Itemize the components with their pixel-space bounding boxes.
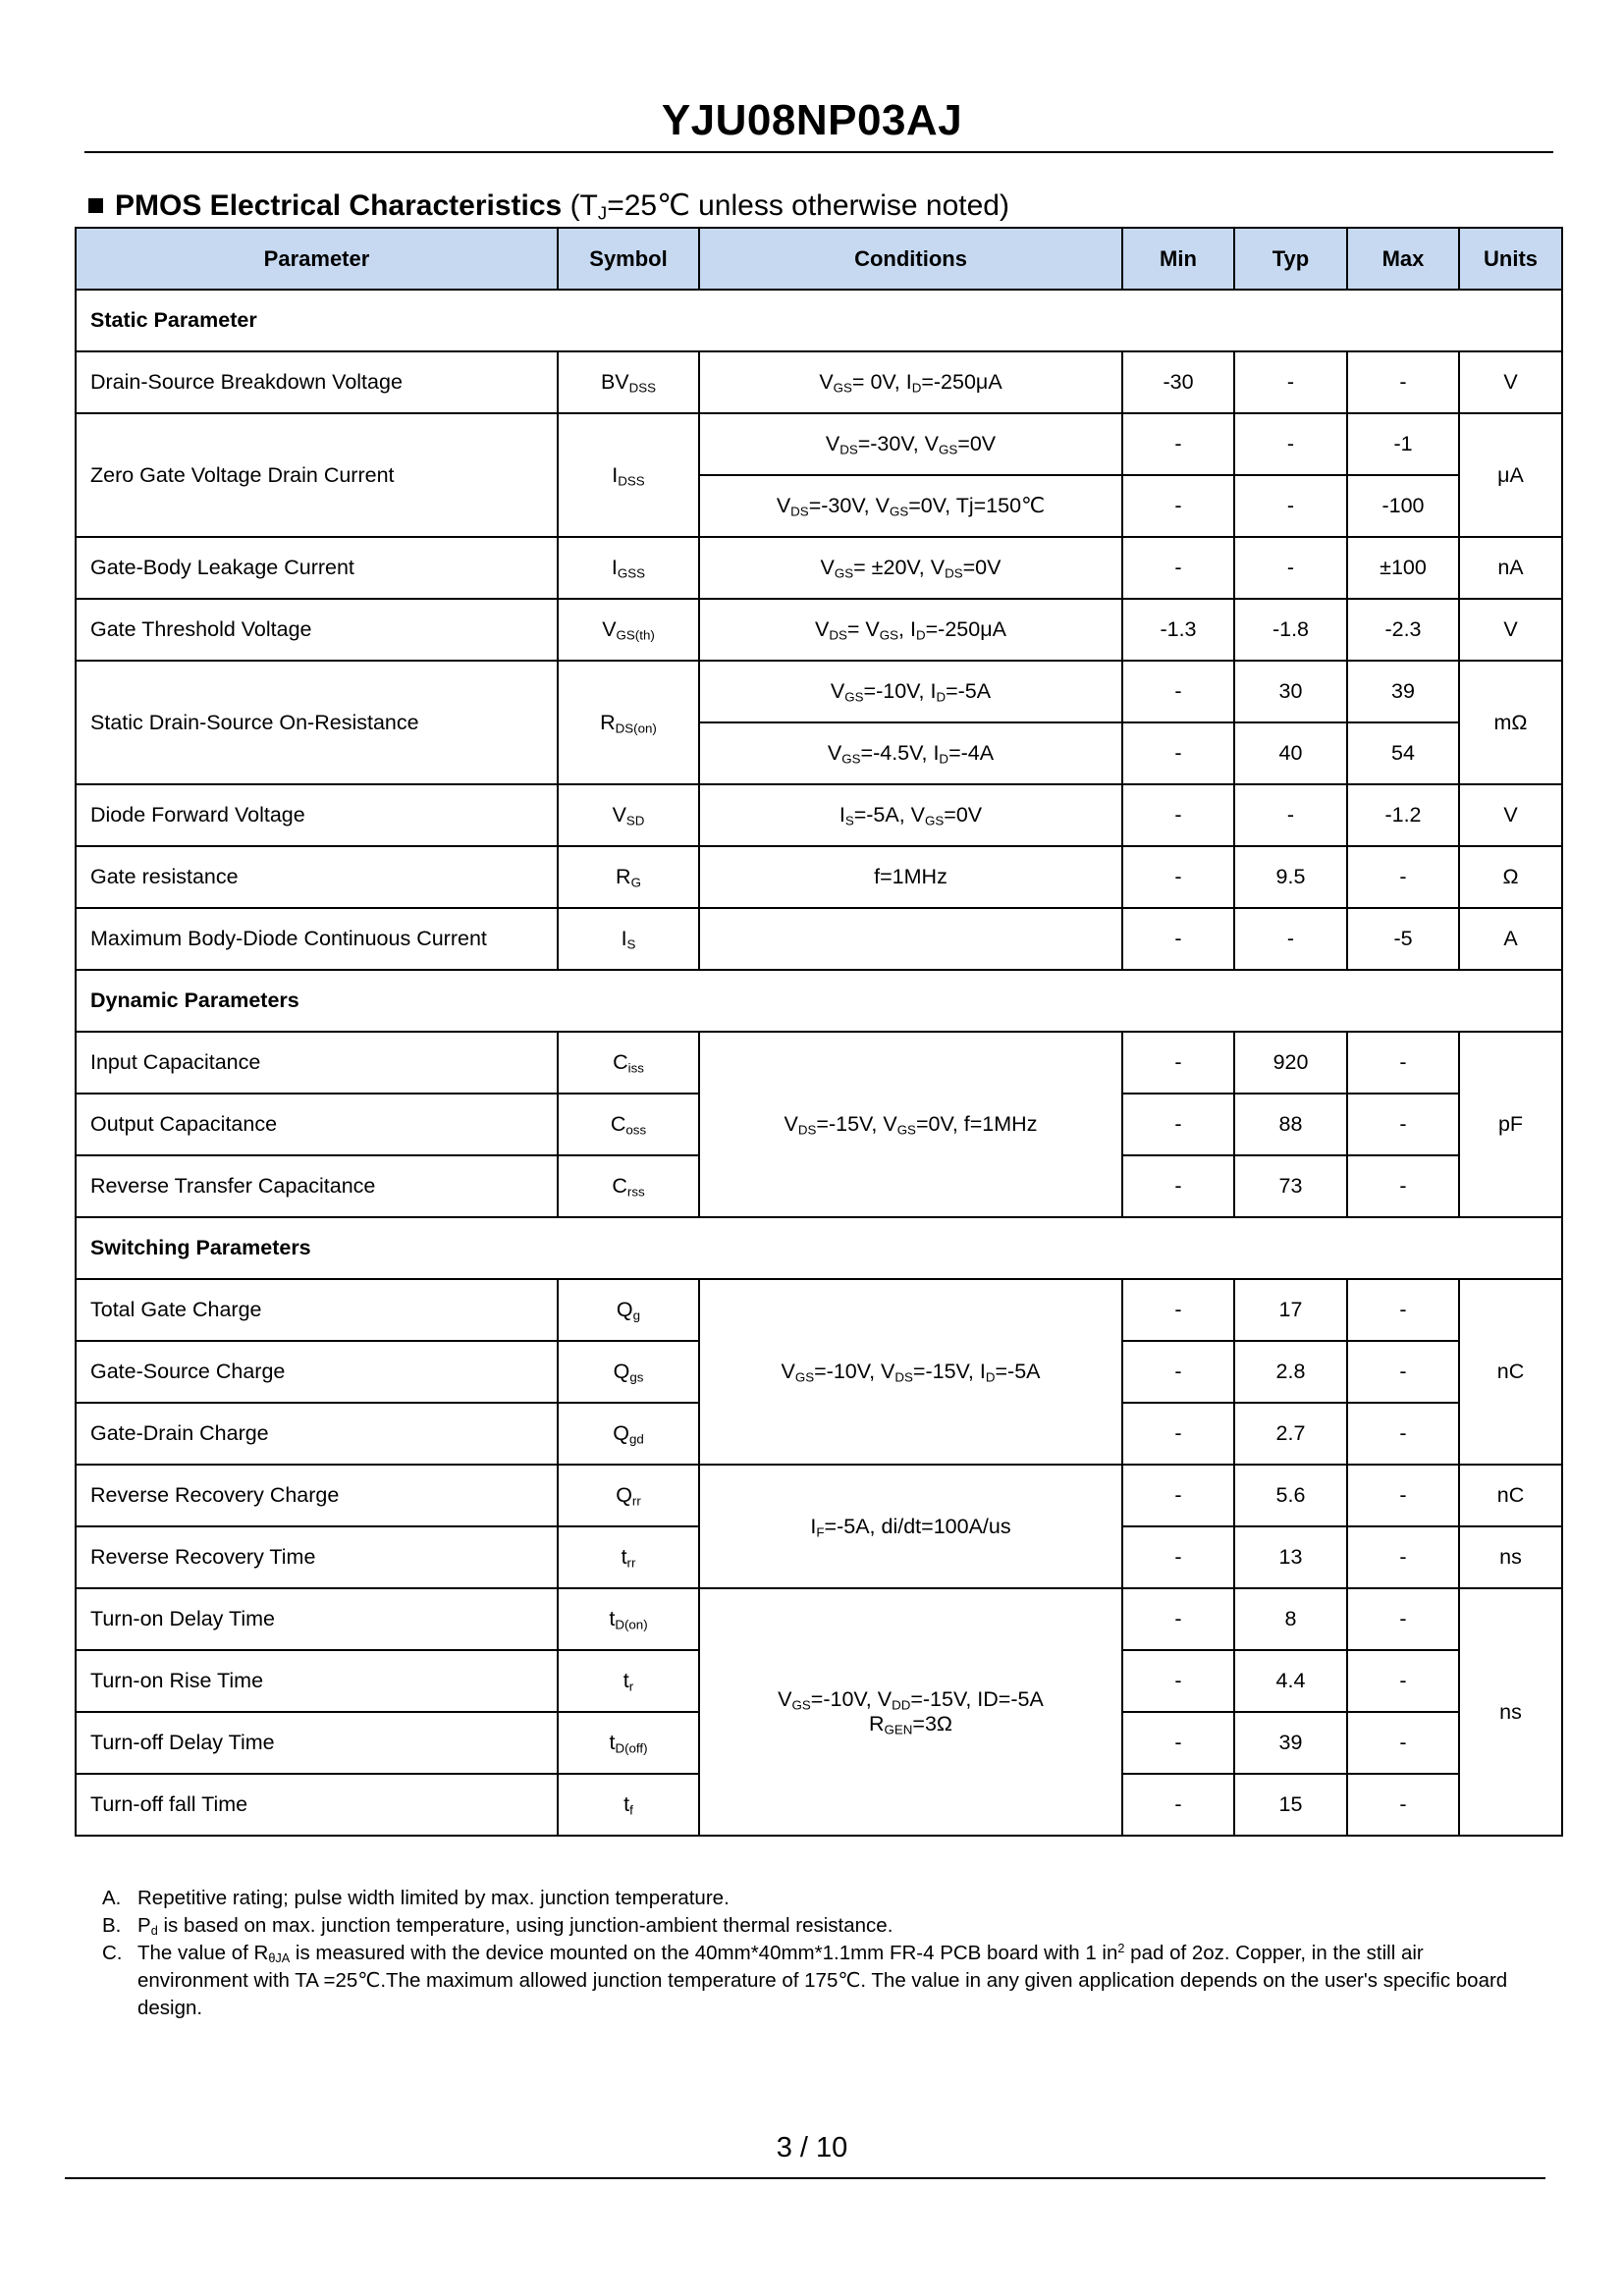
- symbol: $R_G$: [558, 846, 699, 908]
- symbol: $I_S$: [558, 908, 699, 970]
- table-row: Static Drain-Source On-Resistance $R_{DS(on)}$ $V_{GS}=-10V$, $I_D=-5A$ - 30 39 mΩ: [76, 661, 1562, 722]
- header-symbol: Symbol: [558, 228, 699, 290]
- section-condition: ($T_J=25℃$ unless otherwise noted): [569, 189, 1009, 224]
- table-row: Maximum Body-Diode Continuous Current $I_S$ - - -5 A: [76, 908, 1562, 970]
- symbol: $C_{iss}$: [558, 1032, 699, 1094]
- header-min: Min: [1122, 228, 1234, 290]
- footnote-b: B. $P_d$ is based on max. junction temperature, using junction-ambient thermal resistance.: [102, 1914, 893, 1939]
- header-typ: Typ: [1234, 228, 1347, 290]
- header-parameter: Parameter: [76, 228, 558, 290]
- table-row: Turn-off Delay Time $t_{D(off)}$ - 39 -: [76, 1712, 1562, 1774]
- table-row: Turn-on Rise Time $t_r$ - 4.4 -: [76, 1650, 1562, 1712]
- condition: $V_{GS}=-4.5V$, $I_D=-4A$: [699, 722, 1122, 784]
- footer-divider: [65, 2177, 1545, 2179]
- table-row: Drain-Source Breakdown Voltage $BV_{DSS}$ $V_{GS}= 0V$, $I_D=-250\mu A$ -30 - - V: [76, 351, 1562, 413]
- condition: $V_{GS}=-10V$, $I_D=-5A$: [699, 661, 1122, 722]
- section-heading: [88, 188, 1009, 223]
- table-row: $V_{GS}=-4.5V$, $I_D=-4A$ - 40 54: [76, 722, 1562, 784]
- table-row: Gate-Body Leakage Current $I_{GSS}$ $V_{GS}= \pm 20V$, $V_{DS}=0V$ - - ±100 nA: [76, 537, 1562, 599]
- symbol: $V_{GS(th)}$: [558, 599, 699, 661]
- condition: $V_{GS}=-10V$, $V_{DS}=-15V$, $I_D=-5A$: [699, 1279, 1122, 1465]
- symbol: $Q_{rr}$: [558, 1465, 699, 1526]
- square-bullet-icon: [88, 198, 103, 213]
- table-row: Reverse Recovery Time $t_{rr}$ - 13 - ns: [76, 1526, 1562, 1588]
- section-row: [76, 290, 1562, 351]
- table-row: $V_{DS}=-30V$, $V_{GS}=0V$, Tj=150℃ - - -100: [76, 475, 1562, 537]
- table-row: Reverse Recovery Charge $Q_{rr}$ $I_F=-5A$, di/dt=100A/us - 5.6 - nC: [76, 1465, 1562, 1526]
- section-row: [76, 970, 1562, 1032]
- table-row: Total Gate Charge $Q_g$ $V_{GS}=-10V$, $V_{DS}=-15V$, $I_D=-5A$ - 17 - nC: [76, 1279, 1562, 1341]
- table-row: Output Capacitance $C_{oss}$ - 88 -: [76, 1094, 1562, 1155]
- table-row: Turn-off fall Time $t_f$ - 15 -: [76, 1774, 1562, 1836]
- condition: $I_F=-5A$, di/dt=100A/us: [699, 1465, 1122, 1588]
- condition: f=1MHz: [699, 846, 1122, 908]
- condition: $V_{GS}=-10V$, $V_{DD}=-15V$, ID=-5A $R_{GEN}=3\Omega$: [699, 1588, 1122, 1836]
- table-header-row: [76, 228, 1562, 290]
- section-dynamic: Dynamic Parameters: [76, 970, 1562, 1032]
- table-row: Reverse Transfer Capacitance $C_{rss}$ - 73 -: [76, 1155, 1562, 1217]
- table-row: Gate Threshold Voltage $V_{GS(th)}$ $V_{DS}= V_{GS}$, $I_D=-250\mu A$ -1.3 -1.8 -2.3 V: [76, 599, 1562, 661]
- footnote-c: C. The value of $R_{\theta JA}$ is measured with the device mounted on the 40mm*40mm*1.1mm FR-4 PCB board with 1 $in^2$ pad of 2oz. Copper, in the still air environment with TA =25℃.The maximum allowed junction temperature of 175℃. The value in any given application depends on the user's specific board design.: [102, 1941, 1508, 2019]
- title-divider: [84, 151, 1553, 153]
- header-conditions: Conditions: [699, 228, 1122, 290]
- symbol: $Q_g$: [558, 1279, 699, 1341]
- table-row: Gate-Source Charge $Q_{gs}$ - 2.8 -: [76, 1341, 1562, 1403]
- document-title: YJU08NP03AJ: [661, 96, 963, 144]
- footnotes: [102, 1885, 1536, 2022]
- condition: $I_S=-5A$, $V_{GS}=0V$: [699, 784, 1122, 846]
- table-row: Gate-Drain Charge $Q_{gd}$ - 2.7 -: [76, 1403, 1562, 1465]
- symbol: $C_{rss}$: [558, 1155, 699, 1217]
- section-switching: Switching Parameters: [76, 1217, 1562, 1279]
- symbol: $I_{GSS}$: [558, 537, 699, 599]
- section-row: [76, 1217, 1562, 1279]
- symbol: $t_{rr}$: [558, 1526, 699, 1588]
- symbol: $Q_{gd}$: [558, 1403, 699, 1465]
- footnote-a: A. Repetitive rating; pulse width limited by max. junction temperature.: [102, 1887, 730, 1909]
- condition: [699, 908, 1122, 970]
- condition: $V_{DS}= V_{GS}$, $I_D=-250\mu A$: [699, 599, 1122, 661]
- condition: $V_{GS}= 0V$, $I_D=-250\mu A$: [699, 351, 1122, 413]
- symbol: $Q_{gs}$: [558, 1341, 699, 1403]
- condition: $V_{DS}=-30V$, $V_{GS}=0V$: [699, 413, 1122, 475]
- symbol: $V_{SD}$: [558, 784, 699, 846]
- symbol: $BV_{DSS}$: [558, 351, 699, 413]
- symbol: $R_{DS(on)}$: [558, 661, 699, 784]
- symbol: $t_r$: [558, 1650, 699, 1712]
- page-number: 3 / 10: [776, 2132, 848, 2163]
- symbol: $I_{DSS}$: [558, 413, 699, 537]
- table-row: Gate resistance $R_G$ f=1MHz - 9.5 - Ω: [76, 846, 1562, 908]
- pmos-characteristics-table: [75, 227, 1563, 1837]
- condition: $V_{DS}=-30V$, $V_{GS}=0V$, Tj=150℃: [699, 475, 1122, 537]
- condition: $V_{GS}= \pm 20V$, $V_{DS}=0V$: [699, 537, 1122, 599]
- table-row: Turn-on Delay Time $t_{D(on)}$ $V_{GS}=-10V$, $V_{DD}=-15V$, ID=-5A $R_{GEN}=3\Omega$ - 8 - ns: [76, 1588, 1562, 1650]
- symbol: $t_f$: [558, 1774, 699, 1836]
- section-title: PMOS Electrical Characteristics: [115, 189, 563, 222]
- table-row: Input Capacitance $C_{iss}$ $V_{DS}=-15V$, $V_{GS}=0V$, f=1MHz - 920 - pF: [76, 1032, 1562, 1094]
- section-static: Static Parameter: [76, 290, 1562, 351]
- header-units: Units: [1459, 228, 1562, 290]
- table-row: Zero Gate Voltage Drain Current $I_{DSS}$ $V_{DS}=-30V$, $V_{GS}=0V$ - - -1 μA: [76, 413, 1562, 475]
- header-max: Max: [1347, 228, 1459, 290]
- symbol: $C_{oss}$: [558, 1094, 699, 1155]
- table-row: Diode Forward Voltage $V_{SD}$ $I_S=-5A$, $V_{GS}=0V$ - - -1.2 V: [76, 784, 1562, 846]
- symbol: $t_{D(off)}$: [558, 1712, 699, 1774]
- condition: $V_{DS}=-15V$, $V_{GS}=0V$, f=1MHz: [699, 1032, 1122, 1217]
- symbol: $t_{D(on)}$: [558, 1588, 699, 1650]
